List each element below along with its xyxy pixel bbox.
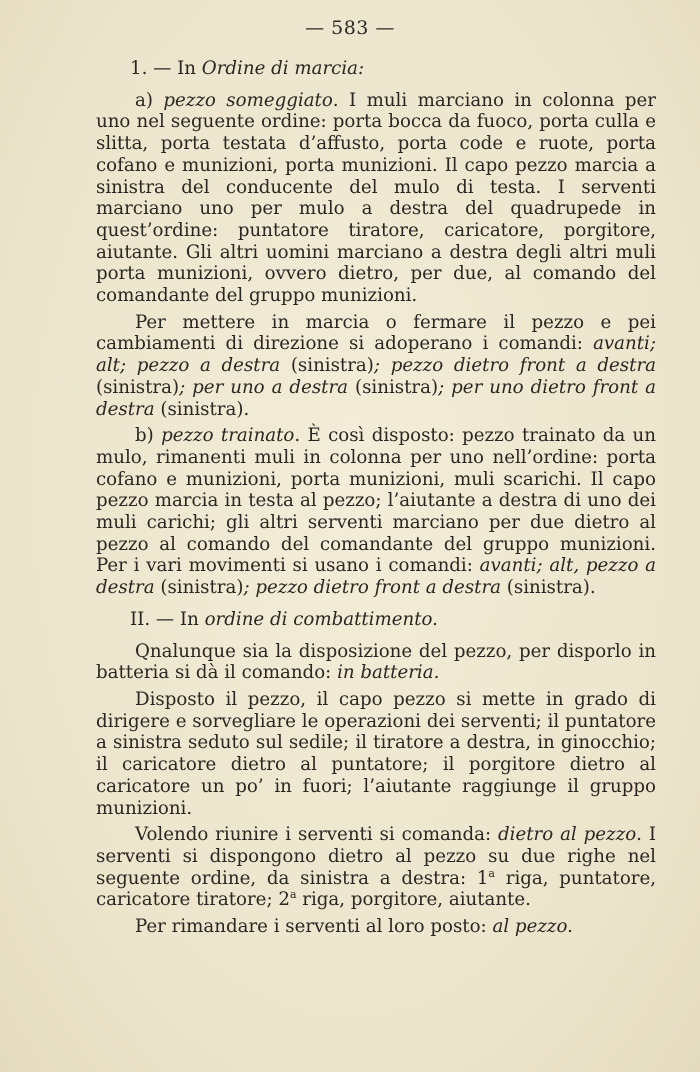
command-text: al pezzo. — [492, 916, 573, 938]
section-title: ordine di combattimento. — [204, 608, 438, 630]
section-number: II. — In — [130, 608, 205, 630]
section-title: Ordine di marcia: — [201, 58, 365, 79]
paragraph-end: . — [589, 577, 596, 599]
ordinal-superscript: a — [488, 866, 495, 880]
command-text: avanti; alt; pezzo a destra — [96, 333, 656, 377]
command-text: ; per uno a destra — [179, 376, 355, 398]
command-text: avanti; alt, pezzo a destra — [96, 555, 656, 599]
paragraph-title: pezzo trainato — [161, 425, 295, 447]
paragraph-rimandare — [96, 916, 656, 938]
paragraph-trainato — [96, 425, 656, 599]
paragraph-riunire — [96, 824, 656, 911]
command-text: dietro al pezzo — [498, 824, 637, 846]
paragraph-text: . I serventi si dispongono dietro al pezzo su due righe nel seguente ordine, da sinistra a destra: 1 — [96, 824, 657, 889]
command-text: in batteria. — [337, 662, 440, 684]
section-heading-combattimento — [96, 609, 656, 631]
paragraph-disposto — [96, 689, 656, 819]
command-paren: (sinistra) — [355, 376, 439, 398]
paragraph-text: riga, puntatore, caricatore tiratore; 2 — [96, 867, 657, 911]
paragraph-label: b) — [135, 425, 162, 447]
command-text: ; pezzo dietro front a destra — [243, 577, 507, 599]
command-paren: (sinistra) — [280, 355, 374, 377]
command-text: ; pezzo dietro front a destra — [373, 355, 656, 377]
paragraph-text: Disposto il pezzo, il capo pezzo si mette in grado di dirigere e sorvegliare le operazioni dei serventi; il puntatore a sinistra seduto sul sedile; il tiratore a destra, in ginocchio; il caricatore dietro al puntatore; il porgitore dietro al caricatore un po’ in fuori; l’aiutante raggiunge il gruppo munizioni. — [96, 688, 656, 819]
command-paren: (sinistra) — [160, 398, 244, 420]
paragraph-text: Per rimandare i serventi al loro posto: — [135, 916, 493, 938]
page-number: — 583 — — [305, 17, 395, 39]
paragraph-text: riga, porgitore, aiutante. — [296, 889, 531, 911]
ordinal-superscript: a — [289, 888, 297, 902]
paragraph-text: . È così disposto: pezzo trainato da un mulo, rimanenti muli in colonna per uno nell’ordine: porta cofano e munizioni, porta munizioni, muli scarichi. Il capo pezzo marcia in testa al pezzo; l’aiutante a destra di uno dei muli carichi; gli altri serventi marciano per due dietro al pezzo al comando del comandante del gruppo munizioni. Per i vari movimenti si usano i comandi: — [96, 425, 656, 577]
paragraph-text: Qnalunque sia la disposizione del pezzo, per disporlo in batteria si dà il comando: — [96, 640, 656, 684]
command-text: ; per uno dietro front a destra — [96, 376, 656, 420]
paragraph-text: Volendo riunire i serventi si comanda: — [135, 824, 499, 846]
paragraph-title: pezzo someggiato — [163, 89, 333, 111]
command-paren: (sinistra) — [96, 376, 180, 398]
paragraph-someggiato — [96, 90, 656, 307]
paragraph-text: . I muli marciano in colonna per uno nel seguente ordine: porta bocca da fuoco, porta culla e slitta, porta testata d’affusto, porta code e ruote, porta cofano e munizioni, porta munizioni. Il capo pezzo marcia a sinistra del conducente del mulo di testa. I serventi marciano uno per mulo a destra del quadrupede in quest’ordine: puntatore tiratore, caricatore, porgitore, aiutante. Gli altri uomini marciano a destra degli altri muli porta munizioni, ovvero dietro, per due, al comando del comandante del gruppo munizioni. — [96, 89, 656, 307]
command-paren: (sinistra) — [506, 577, 590, 599]
paragraph-label: a) — [135, 89, 164, 111]
section-number: 1. — In — [130, 58, 202, 79]
command-paren: (sinistra) — [160, 577, 244, 599]
paragraph-comandi-marcia — [96, 312, 656, 421]
paragraph-text: Per mettere in marcia o fermare il pezzo e pei cambiamenti di direzione si adoperano i comandi: — [96, 311, 656, 355]
paragraph-end: . — [243, 398, 250, 420]
page-body — [96, 58, 656, 938]
paragraph-batteria — [96, 641, 656, 684]
section-heading-marcia — [96, 58, 656, 80]
